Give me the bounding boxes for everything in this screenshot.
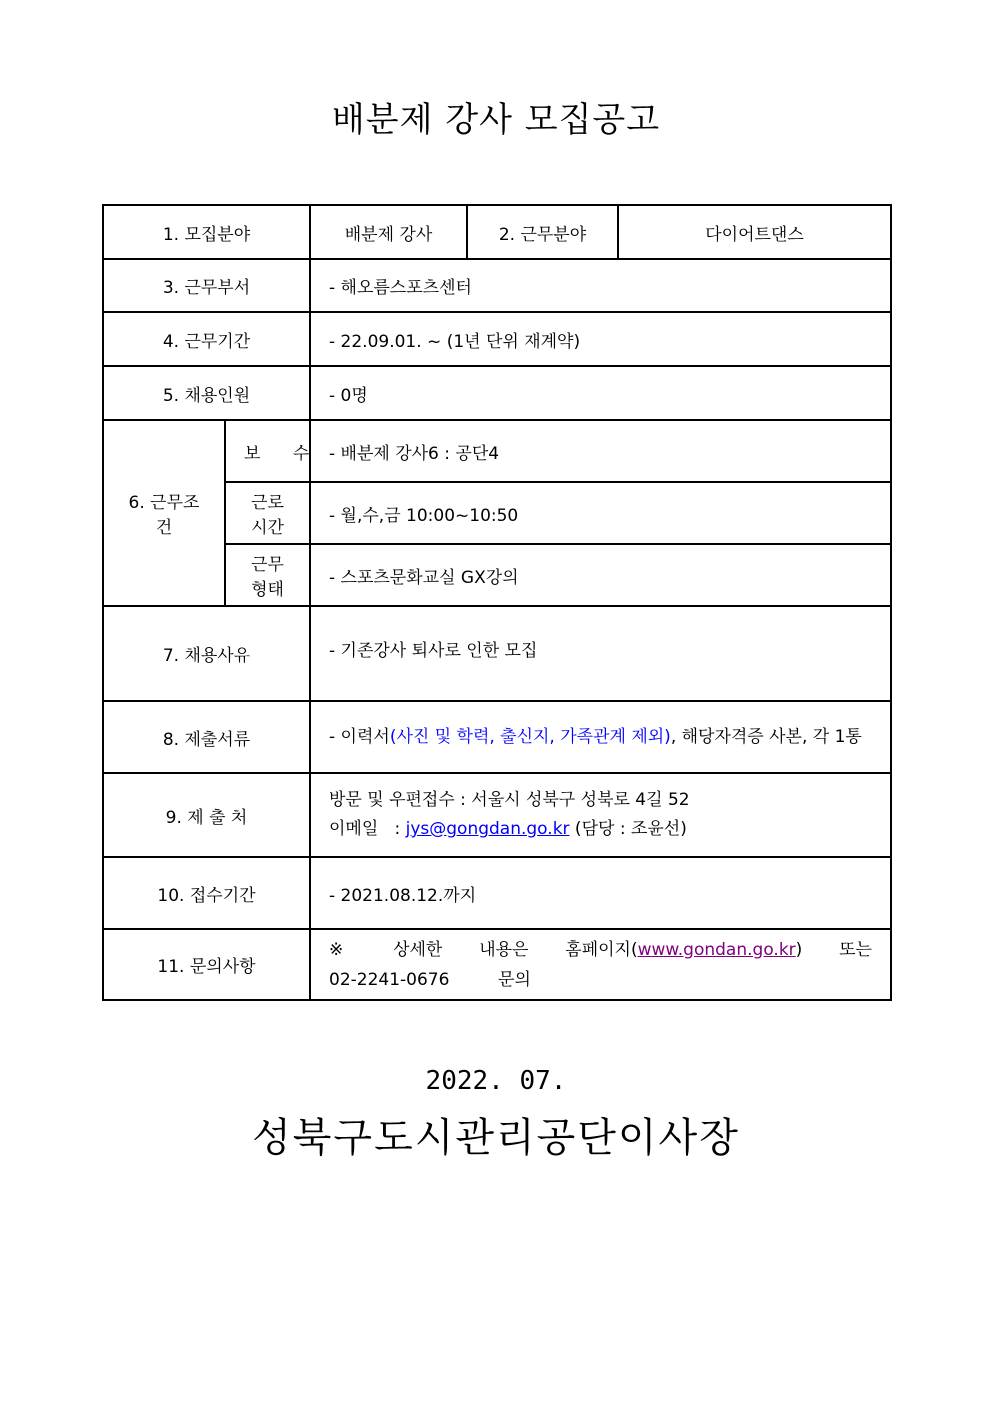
pay-value: - 배분제 강사6 : 공단4 bbox=[310, 420, 891, 482]
deadline-label: 10. 접수기간 bbox=[103, 857, 310, 929]
inquiry-prefix: ※ 상세한 내용은 홈페이지( bbox=[329, 939, 638, 960]
work-area-value: 다이어트댄스 bbox=[618, 205, 891, 259]
field-value: 배분제 강사 bbox=[310, 205, 467, 259]
page-title: 배분제 강사 모집공고 bbox=[331, 100, 661, 140]
work-area-label: 2. 근무분야 bbox=[467, 205, 618, 259]
reason-label: 7. 채용사유 bbox=[103, 606, 310, 701]
inquiry-suffix: ) 또는 bbox=[795, 939, 872, 960]
inquiry-phone: 02-2241-0676 문의 bbox=[329, 969, 531, 990]
row-dept bbox=[103, 259, 891, 312]
announcement-date: 2022. 07. bbox=[425, 1066, 567, 1096]
conditions-label: 6. 근무조건 bbox=[103, 420, 225, 606]
row-field bbox=[103, 205, 891, 259]
hours-value: - 월,수,금 10:00~10:50 bbox=[310, 482, 891, 544]
notice-table bbox=[102, 204, 892, 1001]
documents-label: 8. 제출서류 bbox=[103, 701, 310, 773]
row-reason bbox=[103, 606, 891, 701]
submit-address: 방문 및 우편접수 : 서울시 성북구 성북로 4길 52 bbox=[329, 790, 690, 810]
submit-to-label: 9. 제 출 처 bbox=[103, 773, 310, 857]
row-submit-to bbox=[103, 773, 891, 857]
email-link[interactable]: jys@gongdan.go.kr bbox=[405, 819, 570, 839]
row-deadline bbox=[103, 857, 891, 929]
deadline-value: - 2021.08.12.까지 bbox=[310, 857, 891, 929]
documents-suffix: , 해당자격증 사본, 각 1통 bbox=[670, 727, 862, 747]
dept-label: 3. 근무부서 bbox=[103, 259, 310, 312]
row-inquiry bbox=[103, 929, 891, 1000]
field-label: 1. 모집분야 bbox=[103, 205, 310, 259]
documents-value bbox=[310, 701, 891, 773]
dept-value: - 해오름스포츠센터 bbox=[310, 259, 891, 312]
period-label: 4. 근무기간 bbox=[103, 312, 310, 366]
homepage-link[interactable]: www.gondan.go.kr bbox=[637, 939, 796, 960]
inquiry-label: 11. 문의사항 bbox=[103, 929, 310, 1000]
hours-label: 근로시간 bbox=[225, 482, 310, 544]
email-prefix: 이메일 : bbox=[329, 819, 406, 839]
work-type-label: 근무형태 bbox=[225, 544, 310, 606]
period-value: - 22.09.01. ~ (1년 단위 재계약) bbox=[310, 312, 891, 366]
inquiry-value bbox=[310, 929, 891, 1000]
documents-exclusion-note: (사진 및 학력, 출신지, 가족관계 제외) bbox=[389, 727, 671, 747]
row-headcount bbox=[103, 366, 891, 420]
work-type-value: - 스포츠문화교실 GX강의 bbox=[310, 544, 891, 606]
headcount-value: - 0명 bbox=[310, 366, 891, 420]
submit-to-value bbox=[310, 773, 891, 857]
row-pay bbox=[103, 420, 891, 482]
documents-prefix: - 이력서 bbox=[329, 727, 390, 747]
row-documents bbox=[103, 701, 891, 773]
inquiry-line1 bbox=[329, 935, 872, 965]
issuer-signature: 성북구도시관리공단이사장 bbox=[252, 1115, 740, 1161]
submit-email-line bbox=[329, 815, 872, 844]
reason-value: - 기존강사 퇴사로 인한 모집 bbox=[310, 606, 891, 701]
headcount-label: 5. 채용인원 bbox=[103, 366, 310, 420]
pay-label: 보 수 bbox=[225, 420, 310, 482]
row-period bbox=[103, 312, 891, 366]
email-contact: (담당 : 조윤선) bbox=[569, 819, 687, 839]
